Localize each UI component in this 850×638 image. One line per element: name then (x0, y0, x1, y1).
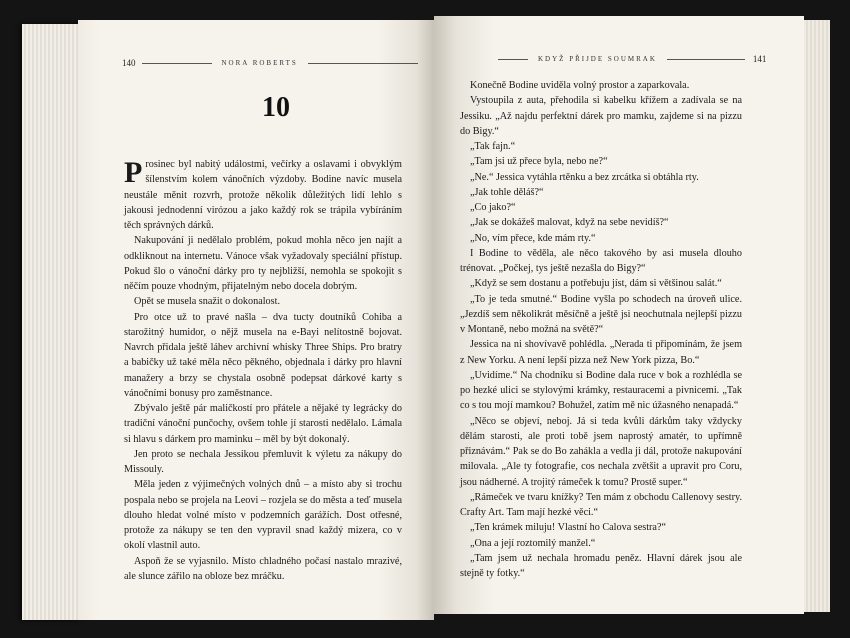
paragraph: „Ona a její roztomilý manžel.“ (470, 537, 596, 549)
page-edges-right (800, 20, 830, 612)
paragraph: Měla jeden z výjimečných volných dnů – a místo aby si trochu pospala nebo se projela na Leovi – rozjela se do města a teď musela dlouho hledat volné místo v podzemních garážích. Dost otřesné, protože za nákupy se ten den vypravil snad každý mizera, co v okolí vlastnil auto. (124, 479, 402, 552)
head-rule (498, 59, 528, 60)
paragraph: „Když se sem dostanu a potřebuju jíst, dám si většinou salát.“ (470, 278, 722, 290)
right-text-block (460, 78, 742, 581)
paragraph: „Uvidíme.“ Na chodníku si Bodine dala ruce v bok a rozhlédla se po hezké ulici se stylovými krámky, restauracemi a pivnicemi. „Tak co s tou mojí mamkou? Bohužel, zatím mě nic úžasného nenapadá.“ (460, 369, 742, 412)
paragraph: „Tak fajn.“ (470, 141, 516, 152)
paragraph: „Co jako?“ (470, 202, 516, 213)
paragraph: „Ne.“ Jessica vytáhla rtěnku a bez zrcátka si obtáhla rty. (470, 171, 699, 183)
right-page-number: 141 (752, 54, 767, 64)
right-running-head (498, 54, 766, 64)
right-running-head-text: KDYŽ PŘIJDE SOUMRAK (538, 55, 657, 63)
drop-cap: P (124, 156, 143, 189)
left-page-number: 140 (122, 58, 136, 68)
paragraph: Vystoupila z auta, přehodila si kabelku křížem a zadívala se na Jessiku. „Až najdu perfektní dárek pro mamku, zajdeme si na pizzu do Bigy.“ (460, 95, 742, 137)
paragraph: „Tam jsi už přece byla, nebo ne?“ (470, 156, 608, 168)
head-rule (142, 63, 212, 64)
paragraph: „No, vím přece, kde mám rty.“ (470, 232, 596, 244)
paragraph: „To je teda smutné.“ Bodine vyšla po schodech na úroveň ulice. „Jezdíš sem několikrát měsíčně a ještě jsi neochutnala nejlepší pizzu v Montaně, nebo možná na světě?“ (460, 293, 742, 335)
paragraph: „Ten krámek miluju! Vlastní ho Calova sestra?“ (470, 522, 666, 534)
page-edges-left (22, 24, 82, 620)
right-page (434, 16, 804, 614)
paragraph: Jessica na ni shovívavě pohlédla. „Nerada ti připomínám, že jsem z New Yorku. A není lepší pizza než New York pizza, Bo.“ (460, 339, 742, 366)
paragraph: „Tam jsem už nechala hromadu peněz. Hlavní dárek jsou ale stejně ty fotky.“ (460, 552, 742, 579)
paragraph: Konečně Bodine uviděla volný prostor a zaparkovala. (470, 80, 690, 91)
left-text-block (124, 157, 402, 584)
paragraph: Jen proto se nechala Jessikou přemluvit k výletu za nákupy do Missouly. (124, 448, 402, 475)
left-running-head-text: NORA ROBERTS (221, 59, 298, 67)
paragraph: Pro otce už to pravé našla – dva tucty doutníků Cohiba a starožitný humidor, o nějž musela na e-Bayi nelítostně bojovat. Navrch přidala ještě láhev archivní whisky Three Ships. Pro bratry a babičky už také měla něco pěkného, objednala i dárky pro hlavní manažery a brzy se chystala osobně podepsat dárkové karty s vánočními bonusy pro zaměstnance. (124, 311, 402, 399)
paragraph: Opět se musela snažit o dokonalost. (134, 296, 280, 308)
paragraph: Nakupování ji nedělalo problém, pokud mohla něco jen najít a odkliknout na internetu. Vánoce však vyžadovaly speciální přístup. Pokud šlo o vánoční dárky pro ty nejbližší, nemohla se spokojit s něčím pouze vhodným, přijatelným nebo docela dobrým. (124, 235, 402, 292)
paragraph: Zbývalo ještě pár maličkostí pro přátele a nějaké ty legrácky do tradiční vánoční punčochy, ovšem tohle jí starosti nedělalo. Lámala si hlavu s dárkem pro maminku – měl by být dokonalý. (124, 403, 402, 445)
head-rule (667, 59, 745, 60)
paragraph: „Rámeček ve tvaru knížky? Ten mám z obchodu Callenovy sestry. Crafty Art. Tam mají hezké věci.“ (460, 491, 742, 518)
paragraph: Prosinec byl nabitý událostmi, večírky a oslavami i obvyklým šílenstvím kolem vánočních výzdoby. Bodine navíc musela neustále měnit rozvrh, protože několik důležitých lidí lehlo s jakousi jednodenní virózou a jako každý rok se trápila vybíráním těch správných dárků. (124, 156, 402, 231)
left-page (78, 20, 434, 620)
chapter-number: 10 (262, 92, 290, 123)
left-running-head (122, 58, 418, 68)
head-rule (308, 63, 418, 64)
paragraph: „Jak tohle děláš?“ (470, 186, 544, 198)
paragraph: I Bodine to věděla, ale něco takového by asi musela dlouho trénovat. „Počkej, tys ještě nezašla do Bigy?“ (460, 247, 742, 274)
paragraph: Aspoň že se vyjasnilo. Místo chladného počasí nastalo mrazivé, ale slunce zářilo na obloze bez mráčku. (124, 555, 402, 582)
paragraph: „Jak se dokážeš malovat, když na sebe nevidíš?“ (470, 217, 669, 229)
paragraph: „Něco se objeví, neboj. Já si teda kvůli dárkům taky vždycky dělám starosti, ale proti tobě jsem naprostý amatér, to upřímně přiznávám.“ Pak se do Bo zahákla a vedla ji dál, protože nakupování milovala. „Ale ty fotografie, cos nechala zvětšit a upravit pro Coru, jsou nádherné. A trojitý rámeček k tomu? Prostě super.“ (460, 415, 742, 488)
